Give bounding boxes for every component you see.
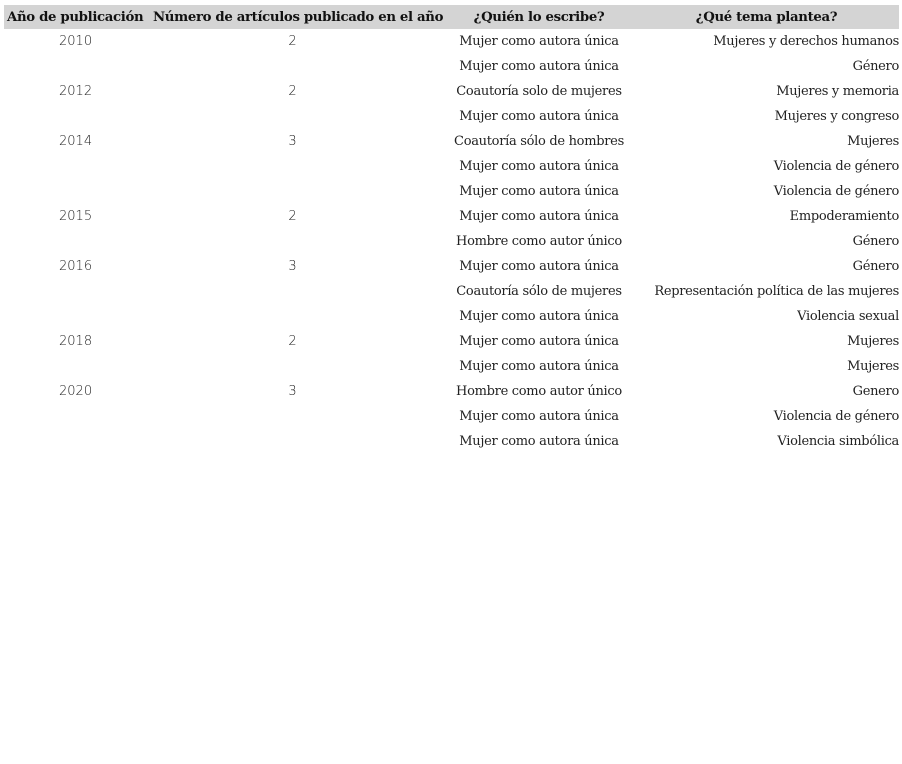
table-row bbox=[4, 29, 899, 54]
table-row bbox=[4, 354, 899, 379]
cell-topic[interactable]: Empoderamiento bbox=[789, 209, 899, 224]
cell-count[interactable] bbox=[149, 279, 444, 304]
table-row bbox=[4, 329, 899, 354]
cell-who[interactable]: Hombre como autor único bbox=[456, 384, 622, 399]
cell-topic[interactable]: Violencia de género bbox=[773, 184, 899, 199]
header-topic[interactable]: ¿Qué tema plantea? bbox=[695, 9, 838, 25]
cell-topic[interactable]: Mujeres y memoria bbox=[776, 84, 899, 99]
table-row bbox=[4, 304, 899, 329]
table-row bbox=[4, 379, 899, 404]
cell-count[interactable] bbox=[149, 154, 444, 179]
cell-who[interactable]: Hombre como autor único bbox=[456, 234, 622, 249]
cell-who[interactable]: Mujer como autora única bbox=[459, 209, 619, 224]
table-row bbox=[4, 129, 899, 154]
table-row bbox=[4, 254, 899, 279]
table-row bbox=[4, 79, 899, 104]
cell-year[interactable] bbox=[4, 154, 149, 179]
cell-topic[interactable]: Violencia de género bbox=[773, 159, 899, 174]
table-header bbox=[4, 5, 899, 29]
cell-count[interactable] bbox=[149, 354, 444, 379]
cell-topic[interactable]: Mujeres y derechos humanos bbox=[713, 34, 899, 49]
cell-topic[interactable]: Mujeres bbox=[847, 359, 899, 374]
cell-topic[interactable]: Género bbox=[852, 234, 899, 249]
cell-topic[interactable]: Representación política de las mujeres bbox=[654, 284, 899, 299]
cell-count[interactable] bbox=[149, 429, 444, 454]
cell-year[interactable] bbox=[4, 104, 149, 129]
cell-count[interactable]: 3 bbox=[288, 259, 297, 274]
cell-count[interactable] bbox=[149, 104, 444, 129]
cell-year[interactable] bbox=[4, 304, 149, 329]
table-row bbox=[4, 229, 899, 254]
cell-topic[interactable]: Violencia sexual bbox=[797, 309, 899, 324]
cell-topic[interactable]: Género bbox=[852, 259, 899, 274]
table-row bbox=[4, 104, 899, 129]
cell-topic[interactable]: Mujeres bbox=[847, 334, 899, 349]
cell-year[interactable] bbox=[4, 54, 149, 79]
cell-who[interactable]: Coautoría sólo de hombres bbox=[454, 134, 624, 149]
cell-topic[interactable]: Género bbox=[852, 59, 899, 74]
cell-year[interactable] bbox=[4, 279, 149, 304]
cell-who[interactable]: Mujer como autora única bbox=[459, 34, 619, 49]
table-row bbox=[4, 54, 899, 79]
publications-sheet bbox=[4, 5, 899, 454]
cell-count[interactable]: 2 bbox=[288, 334, 297, 349]
header-count[interactable]: Número de artículos publicado en el año bbox=[153, 9, 444, 25]
table-row bbox=[4, 429, 899, 454]
cell-year[interactable]: 2020 bbox=[59, 384, 93, 399]
cell-count[interactable] bbox=[149, 404, 444, 429]
cell-count[interactable] bbox=[149, 229, 444, 254]
cell-count[interactable]: 3 bbox=[288, 134, 297, 149]
cell-who[interactable]: Coautoría solo de mujeres bbox=[456, 84, 622, 99]
cell-year[interactable]: 2018 bbox=[59, 334, 93, 349]
table-row bbox=[4, 204, 899, 229]
cell-who[interactable]: Mujer como autora única bbox=[459, 184, 619, 199]
header-year[interactable]: Año de publicación bbox=[7, 9, 144, 25]
cell-count[interactable]: 2 bbox=[288, 84, 297, 99]
cell-count[interactable] bbox=[149, 179, 444, 204]
cell-year[interactable]: 2016 bbox=[59, 259, 93, 274]
publications-table bbox=[4, 5, 899, 454]
cell-topic[interactable]: Violencia simbólica bbox=[777, 434, 899, 449]
cell-count[interactable] bbox=[149, 54, 444, 79]
cell-who[interactable]: Mujer como autora única bbox=[459, 109, 619, 124]
cell-who[interactable]: Mujer como autora única bbox=[459, 409, 619, 424]
cell-year[interactable]: 2012 bbox=[59, 84, 93, 99]
cell-year[interactable]: 2015 bbox=[59, 209, 93, 224]
cell-count[interactable]: 2 bbox=[288, 34, 297, 49]
cell-who[interactable]: Mujer como autora única bbox=[459, 309, 619, 324]
cell-year[interactable] bbox=[4, 179, 149, 204]
cell-who[interactable]: Mujer como autora única bbox=[459, 159, 619, 174]
cell-who[interactable]: Mujer como autora única bbox=[459, 59, 619, 74]
header-row bbox=[4, 5, 899, 29]
cell-year[interactable] bbox=[4, 404, 149, 429]
cell-year[interactable]: 2014 bbox=[59, 134, 93, 149]
cell-who[interactable]: Mujer como autora única bbox=[459, 259, 619, 274]
cell-topic[interactable]: Mujeres bbox=[847, 134, 899, 149]
cell-who[interactable]: Mujer como autora única bbox=[459, 334, 619, 349]
cell-topic[interactable]: Mujeres y congreso bbox=[774, 109, 899, 124]
table-row bbox=[4, 154, 899, 179]
table-row bbox=[4, 179, 899, 204]
table-row bbox=[4, 279, 899, 304]
table-row bbox=[4, 404, 899, 429]
cell-year[interactable]: 2010 bbox=[59, 34, 93, 49]
cell-who[interactable]: Coautoría sólo de mujeres bbox=[456, 284, 622, 299]
cell-count[interactable] bbox=[149, 304, 444, 329]
cell-who[interactable]: Mujer como autora única bbox=[459, 434, 619, 449]
cell-count[interactable]: 2 bbox=[288, 209, 297, 224]
cell-topic[interactable]: Violencia de género bbox=[773, 409, 899, 424]
cell-year[interactable] bbox=[4, 429, 149, 454]
header-who[interactable]: ¿Quién lo escribe? bbox=[473, 9, 605, 25]
cell-year[interactable] bbox=[4, 354, 149, 379]
cell-who[interactable]: Mujer como autora única bbox=[459, 359, 619, 374]
table-body bbox=[4, 29, 899, 454]
cell-year[interactable] bbox=[4, 229, 149, 254]
cell-topic[interactable]: Genero bbox=[852, 384, 899, 399]
cell-count[interactable]: 3 bbox=[288, 384, 297, 399]
